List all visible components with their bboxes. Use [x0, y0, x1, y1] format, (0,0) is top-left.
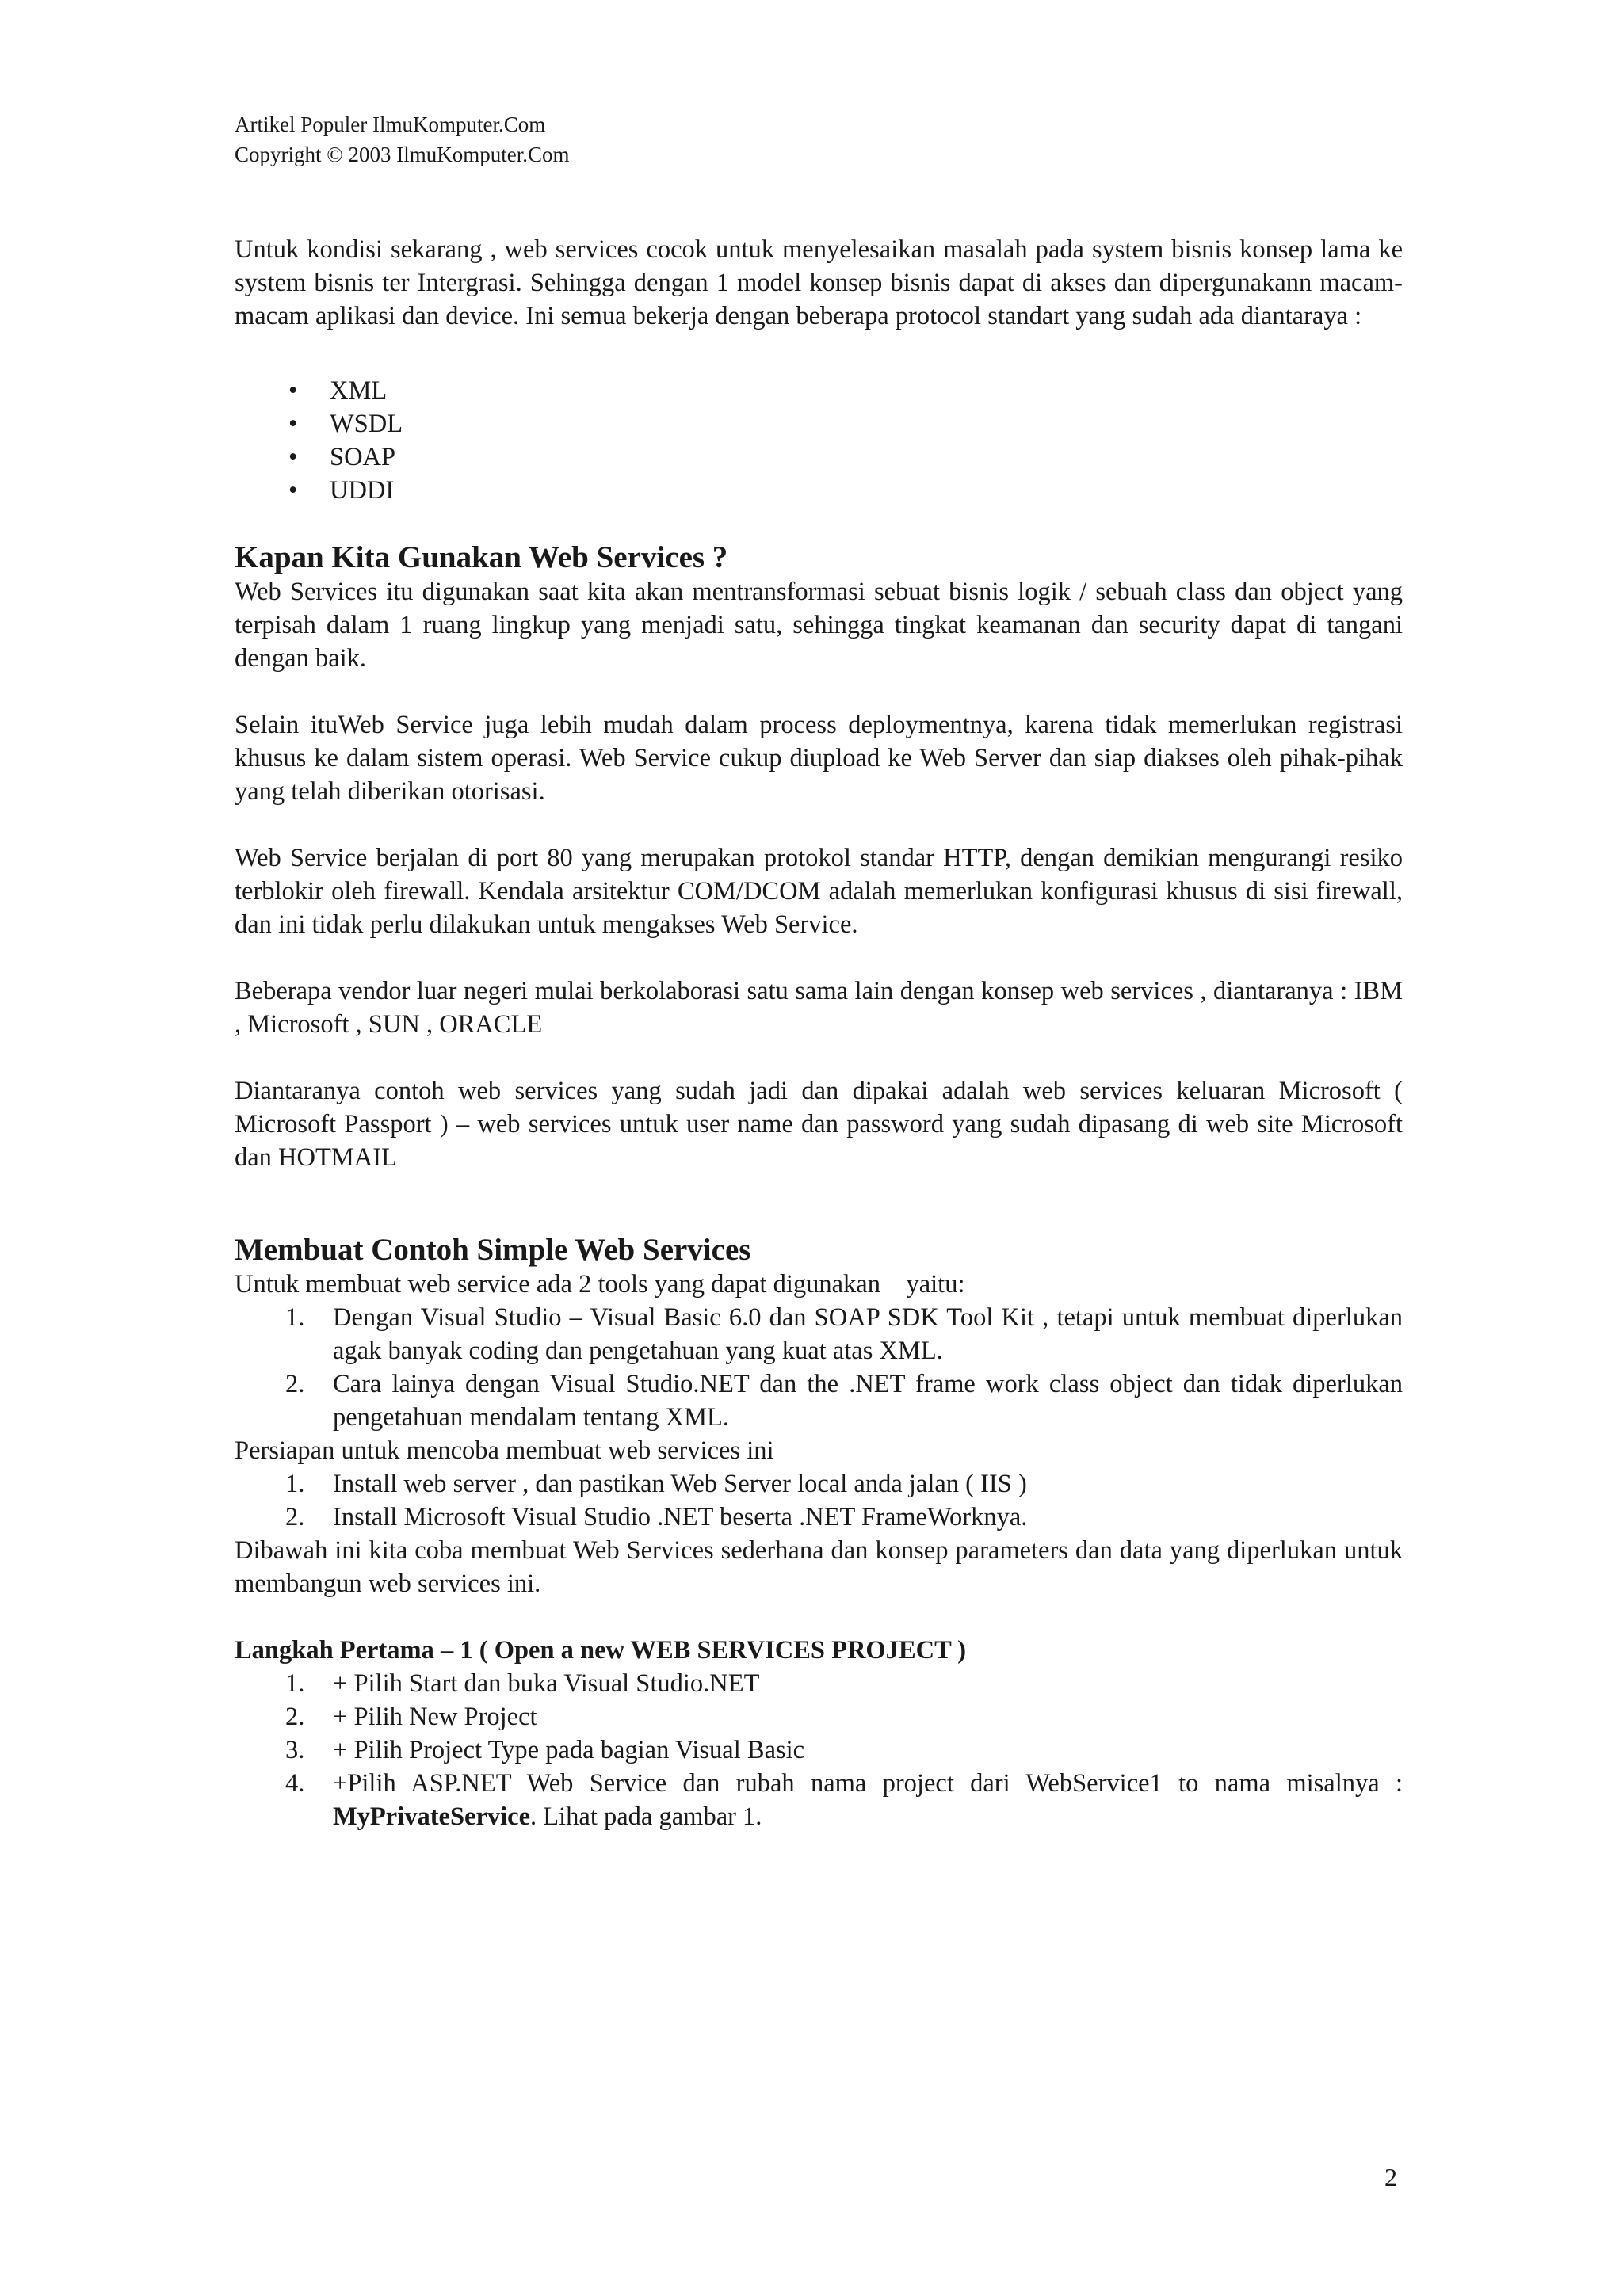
item-text: Cara lainya dengan Visual Studio.NET dan the .NET frame work class object dan tidak diperlukan pengetahuan mendalam tentang XML.: [333, 1370, 1403, 1432]
protocol-name: SOAP: [330, 443, 396, 471]
intro-paragraph: Untuk kondisi sekarang , web services cocok untuk menyelesaikan masalah pada system bisnis konsep lama ke system bisnis ter Intergrasi. Sehingga dengan 1 model konsep bisnis dapat di akses dan dipergunakann macam-macam aplikasi dan device. Ini semua bekerja dengan beberapa protocol standart yang sudah ada diantaraya :: [235, 235, 1403, 330]
bullet-icon: •: [288, 476, 298, 505]
main-content: [235, 233, 1403, 1833]
item-text: +Pilih ASP.NET Web Service dan rubah nama project dari WebService1 to nama misalnya :: [333, 1769, 1403, 1798]
item-text: + Pilih Project Type pada bagian Visual Basic: [333, 1736, 805, 1764]
paragraph-example: Diantaranya contoh web services yang sudah jadi dan dipakai adalah web services keluaran Microsoft ( Microsoft Passport ) – web services untuk user name dan password yang sudah dipasang di web site Microsoft dan HOTMAIL: [235, 1077, 1403, 1172]
item-text: + Pilih Start dan buka Visual Studio.NET: [333, 1669, 760, 1698]
list-item: [285, 1367, 1403, 1434]
list-item: [285, 1733, 1403, 1767]
section-heading-create: Membuat Contoh Simple Web Services: [235, 1233, 751, 1267]
protocol-list: [235, 374, 1403, 507]
list-item: [288, 374, 1403, 407]
tools-list: [235, 1301, 1403, 1434]
list-item: [285, 1667, 1403, 1700]
bullet-icon: •: [288, 410, 298, 438]
paragraph-usage: Web Services itu digunakan saat kita akan mentransformasi sebuat bisnis logik / sebuah class dan object yang terpisah dalam 1 ruang lingkup yang menjadi satu, sehingga tingkat keamanan dan security dapat di tangani dengan baik.: [235, 578, 1403, 673]
list-item: [288, 441, 1403, 474]
header-site-title: Artikel Populer IlmuKomputer.Com: [235, 113, 546, 136]
list-item: [288, 407, 1403, 441]
bullet-icon: •: [288, 376, 298, 405]
item-number: 2.: [285, 1503, 305, 1531]
page-number: 2: [1384, 2163, 1397, 2191]
list-item: [285, 1700, 1403, 1733]
item-text-end: . Lihat pada gambar 1.: [530, 1802, 762, 1831]
header-copyright: Copyright © 2003 IlmuKomputer.Com: [235, 143, 570, 166]
tools-intro: Untuk membuat web service ada 2 tools yang dapat digunakan yaitu:: [235, 1270, 965, 1299]
step1-list: [235, 1667, 1403, 1833]
protocol-name: UDDI: [330, 476, 395, 505]
item-number: 1.: [285, 1669, 305, 1698]
prep-intro: Persiapan untuk mencoba membuat web services ini: [235, 1436, 774, 1465]
prep-list: [235, 1467, 1403, 1534]
list-item: [285, 1767, 1403, 1833]
item-number: 4.: [285, 1769, 305, 1798]
paragraph-deployment: Selain ituWeb Service juga lebih mudah dalam process deploymentnya, karena tidak memerlukan registrasi khusus ke dalam sistem operasi. Web Service cukup diupload ke Web Server dan siap diakses oleh pihak-pihak yang telah diberikan otorisasi.: [235, 711, 1403, 806]
project-name: MyPrivateService: [333, 1802, 531, 1831]
section-heading-when: Kapan Kita Gunakan Web Services ?: [235, 540, 728, 574]
list-item: [288, 474, 1403, 507]
list-item: [285, 1467, 1403, 1501]
list-item: [285, 1301, 1403, 1367]
list-item: [285, 1501, 1403, 1534]
item-number: 3.: [285, 1736, 305, 1764]
bullet-icon: •: [288, 443, 298, 471]
item-text: + Pilih New Project: [333, 1703, 537, 1731]
paragraph-vendors: Beberapa vendor luar negeri mulai berkolaborasi satu sama lain dengan konsep web services , diantaranya : IBM , Microsoft , SUN , ORACLE: [235, 977, 1403, 1039]
item-number: 2.: [285, 1370, 305, 1398]
item-number: 1.: [285, 1470, 305, 1498]
page-header: [235, 109, 570, 170]
item-text: Dengan Visual Studio – Visual Basic 6.0 dan SOAP SDK Tool Kit , tetapi untuk membuat diperlukan agak banyak coding dan pengetahuan yang kuat atas XML.: [333, 1303, 1403, 1365]
paragraph-port: Web Service berjalan di port 80 yang merupakan protokol standar HTTP, dengan demikian mengurangi resiko terblokir oleh firewall. Kendala arsitektur COM/DCOM adalah memerlukan konfigurasi khusus di sisi firewall, dan ini tidak perlu dilakukan untuk mengakses Web Service.: [235, 844, 1403, 939]
item-number: 1.: [285, 1303, 305, 1332]
paragraph-concept: Dibawah ini kita coba membuat Web Services sederhana dan konsep parameters dan data yang diperlukan untuk membangun web services ini.: [235, 1536, 1403, 1598]
protocol-name: WSDL: [330, 410, 403, 438]
item-number: 2.: [285, 1703, 305, 1731]
step1-heading: Langkah Pertama – 1 ( Open a new WEB SERVICES PROJECT ): [235, 1636, 967, 1665]
protocol-name: XML: [330, 376, 388, 405]
item-text: Install Microsoft Visual Studio .NET beserta .NET FrameWorknya.: [333, 1503, 1028, 1531]
item-text: Install web server , dan pastikan Web Server local anda jalan ( IIS ): [333, 1470, 1027, 1498]
